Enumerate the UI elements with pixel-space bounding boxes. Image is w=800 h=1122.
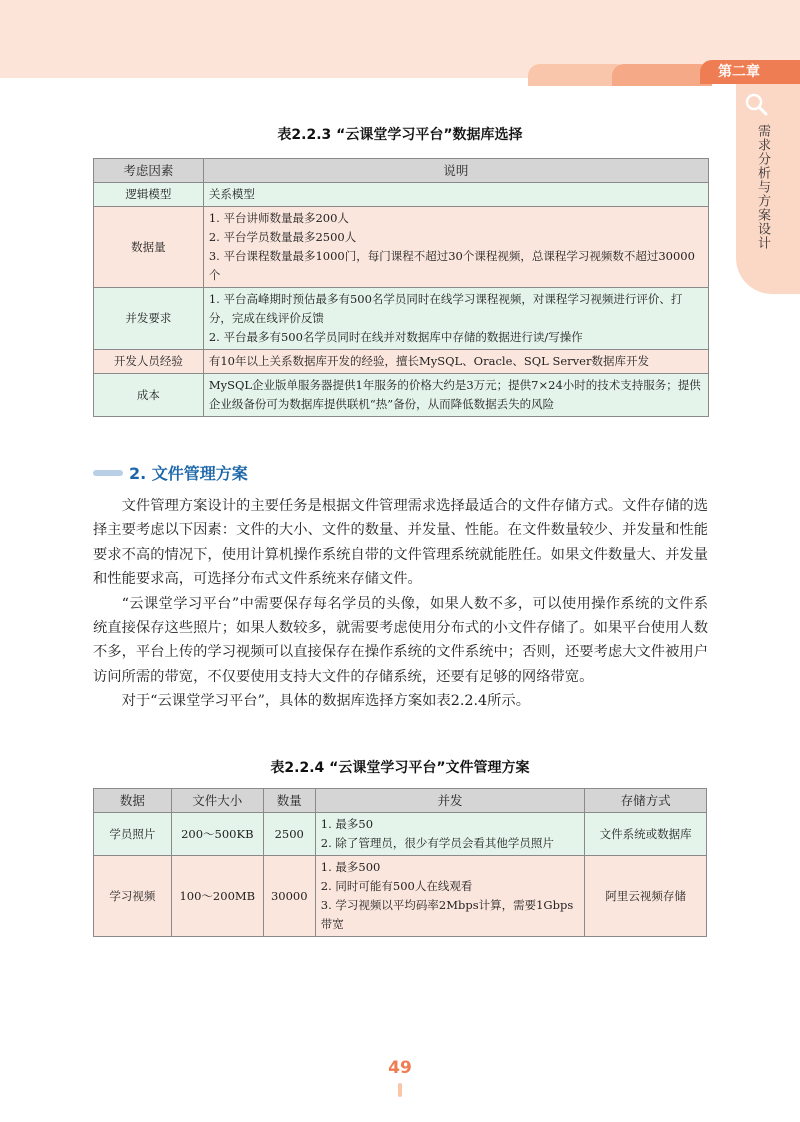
section-heading-text: 2. 文件管理方案 [129,464,248,483]
factor-cell: 并发要求 [94,288,204,350]
chapter-side-title: 需求分析与方案设计 [755,124,770,250]
description-line: 有10年以上关系数据库开发的经验，擅长MySQL、Oracle、SQL Server数据库开发 [208,354,649,368]
description-line: 3. 平台课程数量最多1000门，每门课程不超过30个课程视频，总课程学习视频数不超过30000个 [208,249,695,282]
table-caption: 表2.2.3 “云课堂学习平台”数据库选择 [277,127,523,143]
table-caption: 表2.2.4 “云课堂学习平台”文件管理方案 [270,760,530,776]
database-selection-table [93,158,709,417]
concurrency-line: 1. 最多50 [320,817,374,831]
concurrency-line: 2. 除了管理员，很少有学员会看其他学员照片 [320,836,554,850]
table-row [94,813,707,856]
data-cell: 学员照片 [94,813,172,856]
description-cell [203,207,708,288]
factor-cell: 逻辑模型 [94,183,204,207]
count-cell: 30000 [263,856,315,937]
concurrency-line: 1. 最多500 [320,860,381,874]
column-header: 数据 [94,789,172,813]
section-heading [93,461,248,484]
table-row [94,288,709,350]
description-cell [203,374,708,417]
description-line: 2. 平台学员数量最多2500人 [208,230,357,244]
table-header-row [94,159,709,183]
concurrency-line: 2. 同时可能有500人在线观看 [320,879,473,893]
count-cell: 2500 [263,813,315,856]
concurrency-cell [315,856,584,937]
paragraph: 对于“云课堂学习平台”，具体的数据库选择方案如表2.2.4所示。 [121,693,531,710]
data-cell: 学习视频 [94,856,172,937]
concurrency-cell [315,813,584,856]
description-cell [203,350,708,374]
description-line: 关系模型 [208,187,255,201]
factor-cell: 开发人员经验 [94,350,204,374]
description-line: 1. 平台高峰期时预估最多有500名学员同时在线学习课程视频，对课程学习视频进行评价、打分，完成在线评价反馈 [208,292,683,325]
body-text [93,494,708,714]
page-number-decoration [398,1083,402,1097]
column-header: 文件大小 [171,789,263,813]
description-line: MySQL企业版单服务器提供1年服务的价格大约是3万元；提供7×24小时的技术支持服务；提供企业级备份可为数据库提供联机“热”备份，从而降低数据丢失的风险 [208,378,701,411]
table-row [94,374,709,417]
concurrency-line: 3. 学习视频以平均码率2Mbps计算，需要1Gbps带宽 [320,898,574,931]
description-line: 2. 平台最多有500名学员同时在线并对数据库中存储的数据进行读/写操作 [208,330,583,344]
column-header: 数量 [263,789,315,813]
table-header-row [94,789,707,813]
page-number: 49 [388,1058,412,1078]
size-cell: 200～500KB [171,813,263,856]
column-header: 考虑因素 [94,159,204,183]
column-header: 存储方式 [585,789,707,813]
file-management-table [93,788,707,937]
paragraph: “云课堂学习平台”中需要保存每名学员的头像，如果人数不多，可以使用操作系统的文件系统直接保存这些照片；如果人数较多，就需要考虑使用分布式的小文件存储了。如果平台使用人数不多，平台上传的学习视频可以直接保存在操作系统的文件系统中；否则，还要考虑大文件被用户访问所需的带宽，不仅要使用支持大文件的存储系统，还要有足够的网络带宽。 [93,595,708,685]
storage-cell: 文件系统或数据库 [585,813,707,856]
column-header: 说明 [203,159,708,183]
factor-cell: 成本 [94,374,204,417]
paragraph: 文件管理方案设计的主要任务是根据文件管理需求选择最适合的文件存储方式。文件存储的选择主要考虑以下因素：文件的大小、文件的数量、并发量、性能。在文件数量较少、并发量和性能要求不高的情况下，使用计算机操作系统自带的文件管理系统就能胜任。如果文件数量大、并发量和性能要求高，可选择分布式文件系统来存储文件。 [93,498,708,588]
table-row [94,183,709,207]
table-row [94,856,707,937]
header-tab-decoration [612,64,712,86]
chapter-tab: 第二章 [700,60,800,84]
storage-cell: 阿里云视频存储 [585,856,707,937]
description-cell [203,183,708,207]
table-row [94,350,709,374]
magnifier-icon [744,92,768,116]
heading-bar-decoration [93,470,123,476]
factor-cell: 数据量 [94,207,204,288]
size-cell: 100～200MB [171,856,263,937]
description-cell [203,288,708,350]
description-line: 1. 平台讲师数量最多200人 [208,211,349,225]
column-header: 并发 [315,789,584,813]
table-row [94,207,709,288]
